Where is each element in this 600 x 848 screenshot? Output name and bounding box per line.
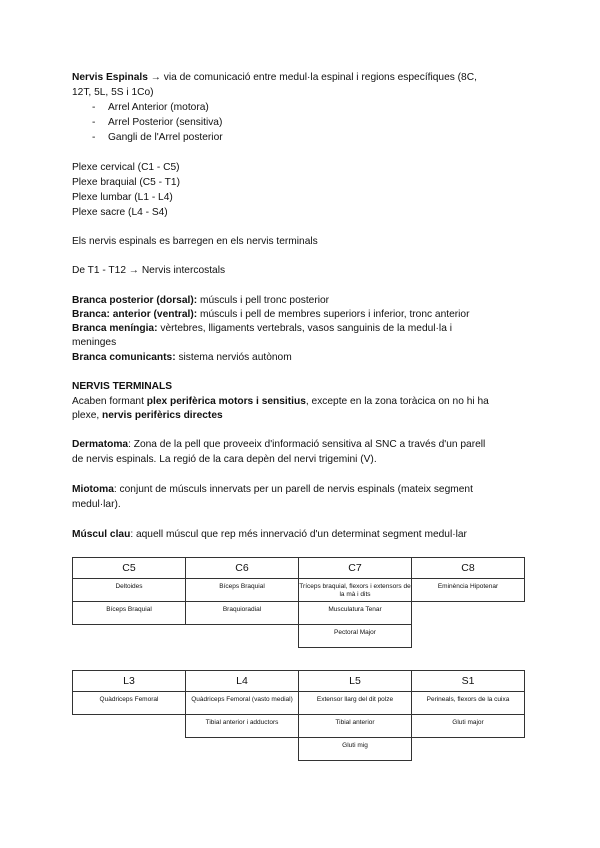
terminals-line1 <box>72 394 489 409</box>
table-header-cell: L4 <box>186 671 299 692</box>
table-empty-cell <box>73 715 186 738</box>
table-row <box>73 602 525 625</box>
intercostals-line: De T1 - T12 → Nervis intercostals <box>72 265 226 276</box>
table-row <box>73 692 525 715</box>
muscul-clau-line <box>72 527 467 542</box>
muscul-clau-text: : aquell múscul que rep més innervació d'un determinat segment medul·lar <box>130 529 467 540</box>
terminals-line1-bold: plex perifèrica motors i sensitius <box>146 396 306 407</box>
bullet-item: Arrel Posterior (sensitiva) <box>108 117 223 128</box>
table-row <box>73 579 525 602</box>
terminals-line2 <box>72 408 223 423</box>
miotoma-line1 <box>72 482 473 497</box>
table-cell: Braquioradial <box>186 602 299 625</box>
table-header-cell: S1 <box>412 671 525 692</box>
table-cell: Tibial anterior i adductors <box>186 715 299 738</box>
table-cell: Eminència Hipotenar <box>412 579 525 602</box>
table-cell: Gluti mig <box>299 738 412 761</box>
table-row <box>73 738 525 761</box>
plexe-item: Plexe lumbar (L1 - L4) <box>72 192 173 203</box>
branca-posterior <box>72 293 329 308</box>
nervis-espinals-line1 <box>72 70 477 85</box>
muscul-clau-label: Múscul clau <box>72 529 131 540</box>
table-cell: Deltoides <box>73 579 186 602</box>
terminals-line2-bold: nervis perifèrics directes <box>102 410 223 421</box>
miotoma-line2: medul·lar). <box>72 499 121 510</box>
nervis-espinals-text: via de comunicació entre medul·la espinal i regions específiques (8C, <box>163 72 477 83</box>
table-cell: Bíceps Braquial <box>186 579 299 602</box>
terminals-heading-text: NERVIS TERMINALS <box>72 381 172 392</box>
branca-meningia-line2: meninges <box>72 337 117 348</box>
muscle-table-cervical <box>72 557 525 648</box>
dermatoma-line2: de nervis espinals. La regió de la cara depèn del nervi trigemini (V). <box>72 454 377 465</box>
bullet-dash: - <box>92 117 96 128</box>
branca-comunicants-label: Branca comunicants: <box>72 352 176 363</box>
table-header-cell: C5 <box>73 558 186 579</box>
plexe-item: Plexe braquial (C5 - T1) <box>72 177 180 188</box>
branca-anterior-label: Branca: anterior (ventral): <box>72 309 198 320</box>
table-cell: Bíceps Braquial <box>73 602 186 625</box>
branca-anterior <box>72 307 469 322</box>
table-empty-cell <box>412 602 525 625</box>
muscle-table-lumbosacral <box>72 670 525 761</box>
table-header-row <box>73 558 525 579</box>
table-header-cell: C7 <box>299 558 412 579</box>
table-empty-cell <box>186 738 299 761</box>
nervis-espinals-title: Nervis Espinals <box>72 72 148 83</box>
branca-posterior-label: Branca posterior (dorsal): <box>72 295 198 306</box>
barrejen-line: Els nervis espinals es barregen en els nervis terminals <box>72 236 318 247</box>
table-row <box>73 625 525 648</box>
miotoma-text: : conjunt de músculs innervats per un parell de nervis espinals (mateix segment <box>113 484 473 495</box>
table-header-cell: C6 <box>186 558 299 579</box>
table-cell: Musculatura Tenar <box>299 602 412 625</box>
table-cell: Perineals, flexors de la cuixa <box>412 692 525 715</box>
table-header-cell: C8 <box>412 558 525 579</box>
branca-meningia <box>72 321 452 336</box>
dermatoma-text: : Zona de la pell que proveeix d'informació sensitiva al SNC a través d'un parell <box>128 439 486 450</box>
bullet-item: Gangli de l'Arrel posterior <box>108 132 223 143</box>
terminals-line2-pre: plexe, <box>72 410 100 421</box>
branca-comunicants-text: sistema nerviós autònom <box>178 352 292 363</box>
table-empty-cell <box>412 738 525 761</box>
table-header-row <box>73 671 525 692</box>
table-row <box>73 715 525 738</box>
terminals-line1-post: , excepte en la zona toràcica on no hi ha <box>305 396 489 407</box>
table-empty-cell <box>186 625 299 648</box>
table-cell: Extensor llarg del dit polze <box>299 692 412 715</box>
miotoma-label: Miotoma <box>72 484 114 495</box>
table-empty-cell <box>73 625 186 648</box>
bullet-dash: - <box>92 102 96 113</box>
branca-anterior-text: músculs i pell de membres superiors i inferior, tronc anterior <box>199 309 470 320</box>
branca-meningia-label: Branca meníngia: <box>72 323 158 334</box>
bullet-dash: - <box>92 132 96 143</box>
plexe-item: Plexe cervical (C1 - C5) <box>72 162 180 173</box>
nervis-espinals-line2: 12T, 5L, 5S i 1Co) <box>72 87 154 98</box>
terminals-line1-pre: Acaben formant <box>72 396 144 407</box>
arrow: → <box>150 72 161 83</box>
table-cell: Tríceps braquial, flexors i extensors de la mà i dits <box>299 579 412 602</box>
branca-meningia-text: vèrtebres, lligaments vertebrals, vasos sanguinis de la medul·la i <box>160 323 452 334</box>
table-cell: Pectoral Major <box>299 625 412 648</box>
bullet-item: Arrel Anterior (motora) <box>108 102 209 113</box>
table-header-cell: L3 <box>73 671 186 692</box>
table-cell: Gluti major <box>412 715 525 738</box>
dermatoma-label: Dermatoma <box>72 439 129 450</box>
plexe-item: Plexe sacre (L4 - S4) <box>72 207 168 218</box>
table-header-cell: L5 <box>299 671 412 692</box>
table-cell: Quàdriceps Femoral (vasto medial) <box>186 692 299 715</box>
dermatoma-line1 <box>72 437 485 452</box>
table-cell: Tibial anterior <box>299 715 412 738</box>
branca-comunicants <box>72 350 292 365</box>
terminals-heading <box>72 379 172 394</box>
table-empty-cell <box>412 625 525 648</box>
table-empty-cell <box>73 738 186 761</box>
table-cell: Quàdriceps Femoral <box>73 692 186 715</box>
branca-posterior-text: músculs i pell tronc posterior <box>199 295 330 306</box>
